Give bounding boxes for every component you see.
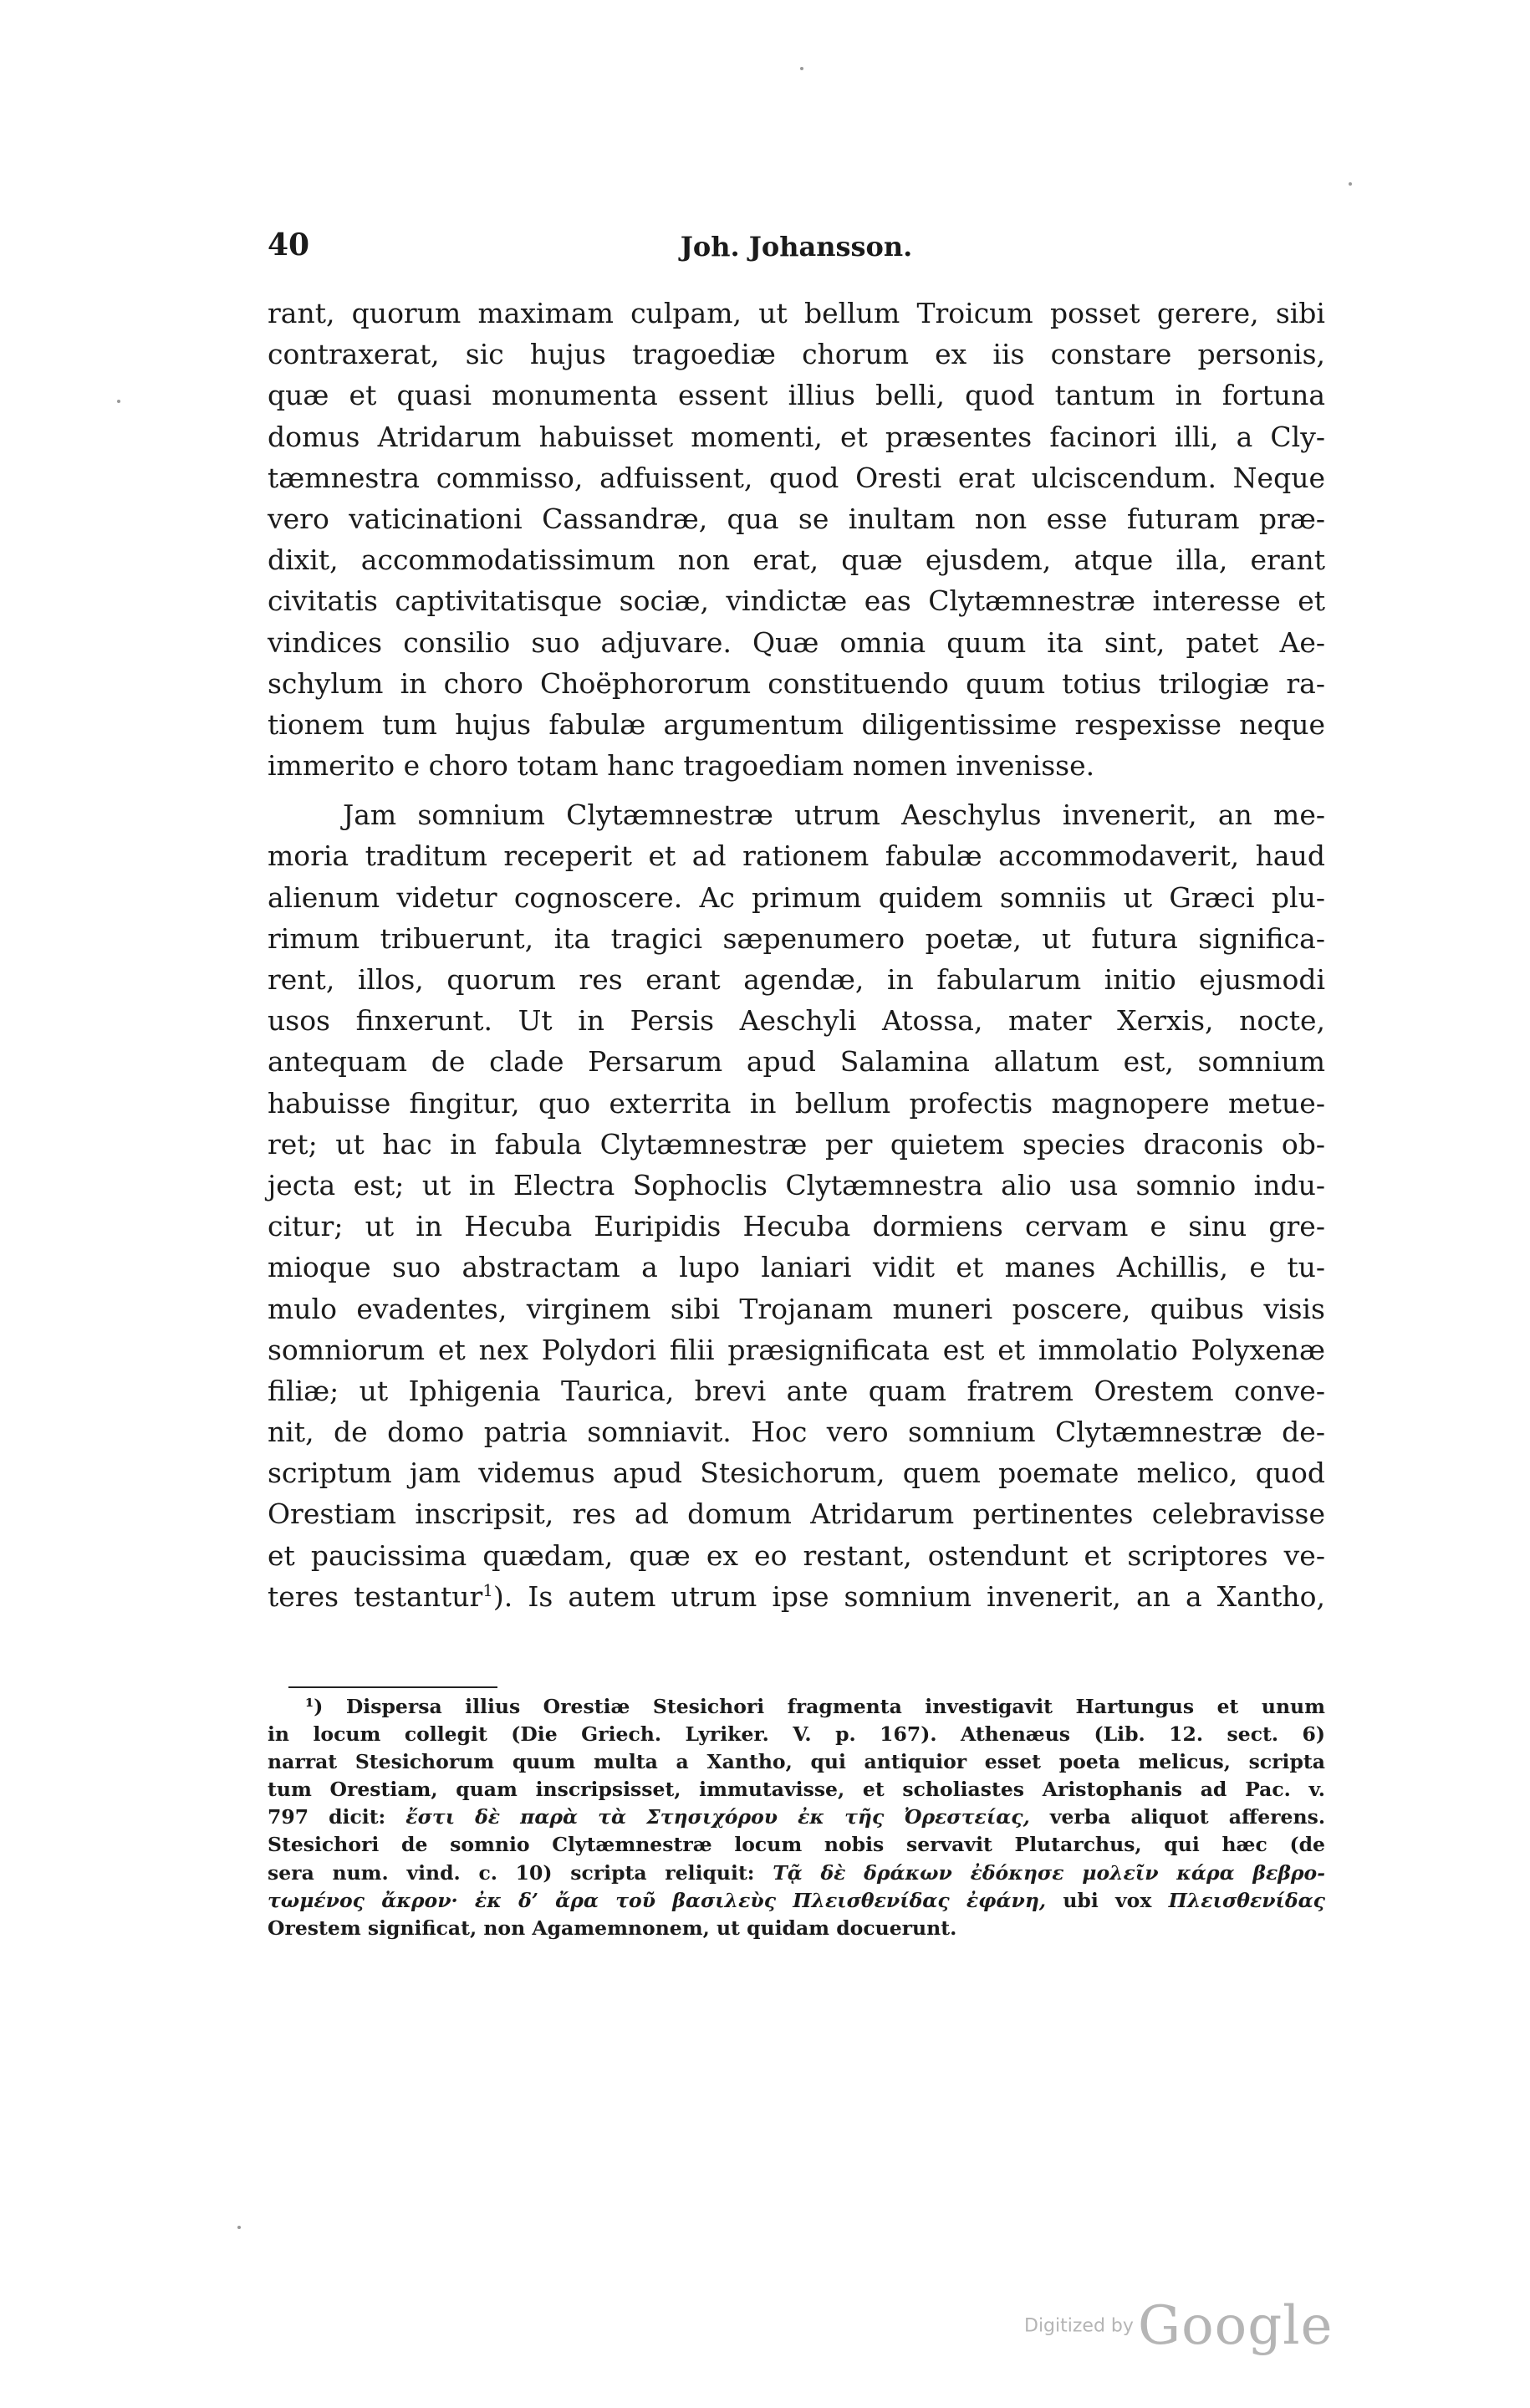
text-line: vero vaticinationi Cassandræ, qua se inultam non esse futuram præ- [268, 502, 1325, 535]
text-line: nit, de domo patria somniavit. Hoc vero somnium Clytæmnestræ de- [268, 1416, 1325, 1449]
footnote-text: Dispersa illius Orestiæ Stesichori fragmenta investigavit Hartungus et unum [345, 1695, 1326, 1718]
footnote-line: Orestem significat, non Agamemnonem, ut quidam docuerunt. [268, 1916, 957, 1940]
text-line: schylum in choro Choëphororum constituendo quum totius trilogiæ ra- [268, 666, 1325, 700]
text-line: civitatis captivitatisque sociæ, vindictæ eas Clytæmnestræ interesse et [268, 584, 1325, 618]
text-line: mioque suo abstractam a lupo laniari vidit et manes Achillis, e tu- [268, 1251, 1325, 1284]
text-line: domus Atridarum habuisset momenti, et præsentes facinori illi, a Cly- [268, 420, 1325, 453]
text-line: alienum videtur cognoscere. Ac primum quidem somniis ut Græci plu- [268, 880, 1325, 914]
text-line: ret; ut hac in fabula Clytæmnestræ per quietem species draconis ob- [268, 1127, 1325, 1161]
footnote-line: in locum collegit (Die Griech. Lyriker. V. p. 167). Athenæus (Lib. 12. sect. 6) [268, 1722, 1325, 1747]
text-line: antequam de clade Persarum apud Salamina allatum est, somnium [268, 1045, 1325, 1079]
footnote-text: ubi vox [1046, 1888, 1169, 1912]
text-line: Orestiam inscripsit, res ad domum Atridarum pertinentes celebravisse [268, 1497, 1325, 1531]
footnote-text: verba aliquot afferens. [1029, 1805, 1325, 1829]
greek-word: Πλεισθενίδας [1168, 1888, 1325, 1912]
running-head-author: Joh. Johansson. [680, 231, 913, 263]
paragraph-1 [268, 293, 1325, 786]
text-line: immerito e choro totam hanc tragoediam nomen invenisse. [268, 749, 1095, 783]
google-logo: Google [1138, 2295, 1334, 2357]
text-line: jecta est; ut in Electra Sophoclis Clytæmnestra alio usa somnio indu- [268, 1168, 1325, 1201]
text-line: dixit, accommodatissimum non erat, quæ ejusdem, atque illa, erant [268, 543, 1325, 577]
footnote-line: Stesichori de somnio Clytæmnestræ locum nobis servavit Plutarchus, qui hæc (de [268, 1833, 1325, 1857]
text-line: mulo evadentes, virginem sibi Trojanam muneri poscere, quibus visis [268, 1292, 1325, 1325]
scan-speck [117, 400, 120, 403]
page-header [268, 227, 1325, 269]
text-line: Jam somnium Clytæmnestræ utrum Aeschylus invenerit, an me- [343, 798, 1325, 832]
text-line: scriptum jam videmus apud Stesichorum, quem poemate melico, quod [268, 1457, 1325, 1490]
text-line: citur; ut in Hecuba Euripidis Hecuba dormiens cervam e sinu gre- [268, 1210, 1325, 1243]
greek-quotation: τωμένος ἄκρον· ἐκ δ’ ἄρα τοῦ βασιλεὺς Πλεισθενίδας ἐφάνη, [268, 1888, 1047, 1912]
text-line: contraxerat, sic hujus tragoediæ chorum ex iis constare personis, [268, 338, 1325, 371]
scan-speck [1349, 182, 1352, 186]
paragraph-2 [268, 794, 1325, 1617]
footnote-line: tum Orestiam, quam inscripsisset, immutavisse, et scholiastes Aristophanis ad Pac. v. [268, 1778, 1325, 1802]
page-number: 40 [268, 227, 310, 263]
footnote-separator [288, 1686, 497, 1688]
text-line: usos finxerunt. Ut in Persis Aeschyli Atossa, mater Xerxis, nocte, [268, 1004, 1325, 1038]
footnote-reference[interactable]: 1 [482, 1580, 493, 1600]
footnote-line [268, 1887, 1325, 1915]
footnote-marker: ¹) [305, 1695, 324, 1718]
text-fragment: ). Is autem utrum ipse somnium invenerit, an a Xantho, [492, 1579, 1325, 1613]
text-line: moria traditum receperit et ad rationem fabulæ accommodaverit, haud [268, 839, 1325, 873]
footnote-line [268, 1860, 1325, 1887]
text-line: somniorum et nex Polydori filii præsignificata est et immolatio Polyxenæ [268, 1333, 1325, 1366]
text-line: vindices consilio suo adjuvare. Quæ omnia quum ita sint, patet Ae- [268, 625, 1325, 659]
footnote-text: sera num. vind. c. 10) scripta reliquit: [268, 1860, 773, 1885]
footnote-line: narrat Stesichorum quum multa a Xantho, qui antiquior esset poeta melicus, scripta [268, 1750, 1325, 1774]
text-line: rent, illos, quorum res erant agendæ, in fabularum initio ejusmodi [268, 963, 1325, 996]
text-line-with-footnote-ref [268, 1576, 1325, 1617]
text-line: rimum tribuerunt, ita tragici sæpenumero poetæ, ut futura significa- [268, 921, 1325, 955]
main-text [268, 293, 1325, 1617]
text-line: et paucissima quædam, quæ ex eo restant, ostendunt et scriptores ve- [268, 1538, 1325, 1572]
text-fragment: teres testantur [268, 1579, 483, 1613]
footnote-text: 797 dicit: [268, 1805, 406, 1829]
text-line: tæmnestra commisso, adfuissent, quod Oresti erat ulciscendum. Neque [268, 461, 1325, 494]
text-line: habuisse fingitur, quo exterrita in bellum profectis magnopere metue- [268, 1086, 1325, 1120]
greek-quotation: Τᾷ δὲ δράκων ἐδόκησε μολεῖν κάρα βεβρο- [773, 1860, 1325, 1885]
text-line: quæ et quasi monumenta essent illius belli, quod tantum in fortuna [268, 379, 1325, 412]
text-line: tionem tum hujus fabulæ argumentum diligentissime respexisse neque [268, 707, 1325, 741]
watermark-prefix: Digitized by [1024, 2315, 1134, 2337]
footnote [268, 1693, 1325, 1942]
footnote-line [268, 1803, 1325, 1831]
scan-speck [237, 2226, 241, 2229]
text-line: rant, quorum maximam culpam, ut bellum Troicum posset gerere, sibi [268, 297, 1325, 329]
scan-speck [800, 67, 803, 70]
greek-quotation: ἔστι δὲ παρὰ τὰ Στησιχόρου ἐκ τῆς Ὀρεστείας, [405, 1805, 1030, 1829]
text-line: filiæ; ut Iphigenia Taurica, brevi ante quam fratrem Orestem conve- [268, 1374, 1325, 1407]
google-watermark [1024, 2295, 1334, 2362]
footnote-line [268, 1693, 1325, 1721]
